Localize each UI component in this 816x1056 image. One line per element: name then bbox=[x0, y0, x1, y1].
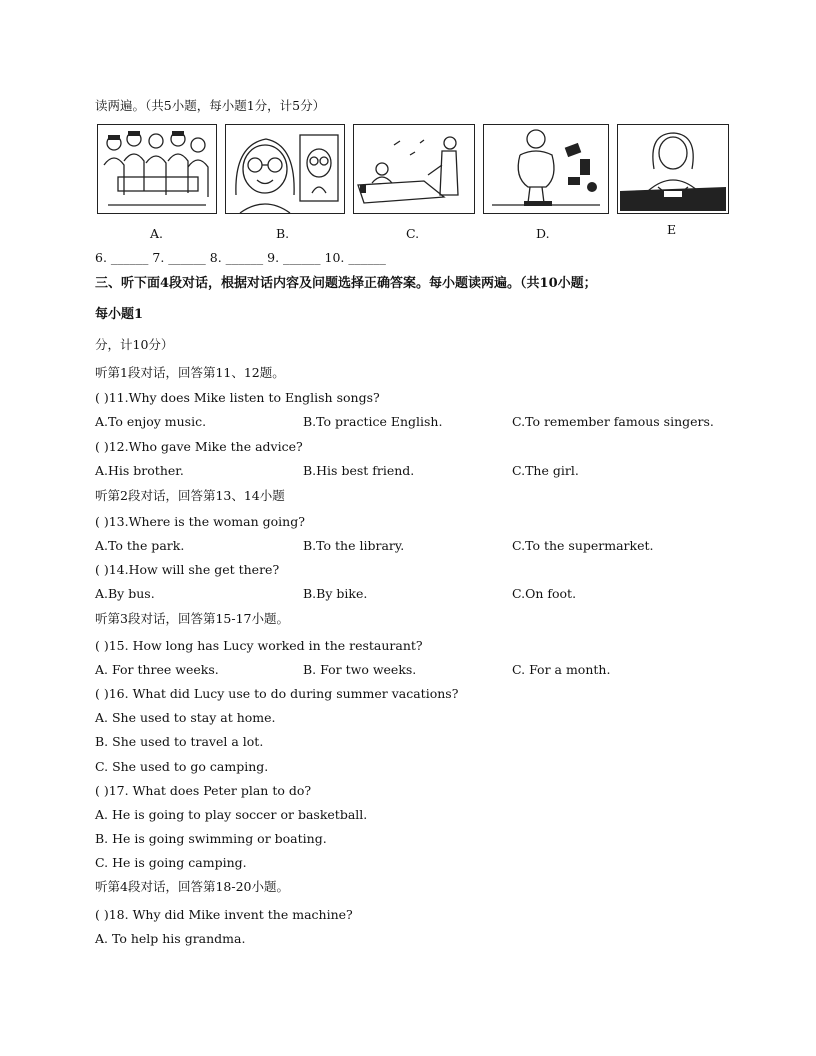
q12-option-c: C.The girl. bbox=[512, 463, 579, 478]
picture-c bbox=[353, 124, 475, 214]
picture-label-c: C. bbox=[406, 226, 420, 241]
q16-stem: ( )16. What did Lucy use to do during summer vacations? bbox=[95, 686, 459, 701]
answer-blanks: 6. ______ 7. ______ 8. ______ 9. ______ 10. ______ bbox=[95, 250, 386, 265]
picture-d bbox=[483, 124, 609, 214]
q14-stem: ( )14.How will she get there? bbox=[95, 562, 280, 577]
picture-label-e: E bbox=[667, 222, 677, 237]
q11-option-c: C.To remember famous singers. bbox=[512, 414, 714, 429]
q11-option-b: B.To practice English. bbox=[303, 414, 443, 429]
dialog1-intro: 听第1段对话，回答第11、12题。 bbox=[95, 365, 285, 380]
q11-stem: ( )11.Why does Mike listen to English songs? bbox=[95, 390, 380, 405]
picture-e bbox=[617, 124, 729, 214]
q17-stem: ( )17. What does Peter plan to do? bbox=[95, 783, 312, 798]
section3-heading-line2: 每小题1 bbox=[95, 307, 144, 322]
q15-option-a: A. For three weeks. bbox=[95, 662, 219, 677]
picture-row bbox=[97, 124, 729, 216]
q12-option-a: A.His brother. bbox=[95, 463, 184, 478]
q14-options bbox=[95, 586, 735, 602]
q13-option-b: B.To the library. bbox=[303, 538, 405, 553]
dialog4-intro: 听第4段对话，回答第18-20小题。 bbox=[95, 879, 289, 894]
picture-label-d: D. bbox=[536, 226, 550, 241]
group-of-people-icon bbox=[98, 125, 216, 213]
q13-stem: ( )13.Where is the woman going? bbox=[95, 514, 305, 529]
picture-label-a: A. bbox=[150, 226, 164, 241]
q13-option-a: A.To the park. bbox=[95, 538, 185, 553]
q18-stem: ( )18. Why did Mike invent the machine? bbox=[95, 907, 353, 922]
section2-intro: 读两遍。（共5小题，每小题1分，计5分） bbox=[95, 98, 326, 113]
q18-option-a: A. To help his grandma. bbox=[95, 931, 246, 946]
q17-option-c: C. He is going camping. bbox=[95, 855, 247, 870]
dialog2-intro: 听第2段对话，回答第13、14小题 bbox=[95, 488, 285, 503]
q11-option-a: A.To enjoy music. bbox=[95, 414, 207, 429]
q16-option-c: C. She used to go camping. bbox=[95, 759, 269, 774]
q15-option-c: C. For a month. bbox=[512, 662, 611, 677]
person-with-food-icon bbox=[484, 125, 608, 213]
q12-option-b: B.His best friend. bbox=[303, 463, 415, 478]
girl-with-glasses-icon bbox=[226, 125, 344, 213]
section3-heading-line1: 三、听下面4段对话，根据对话内容及问题选择正确答案。每小题读两遍。（共10小题； bbox=[95, 276, 597, 291]
q12-options bbox=[95, 463, 735, 479]
picture-label-b: B. bbox=[276, 226, 290, 241]
picture-a bbox=[97, 124, 217, 214]
q14-option-b: B.By bike. bbox=[303, 586, 368, 601]
section3-heading-line3: 分，计10分） bbox=[95, 337, 174, 352]
q13-option-c: C.To the supermarket. bbox=[512, 538, 654, 553]
q14-option-a: A.By bus. bbox=[95, 586, 155, 601]
picture-b bbox=[225, 124, 345, 214]
dialog3-intro: 听第3段对话，回答第15-17小题。 bbox=[95, 611, 289, 626]
q16-option-a: A. She used to stay at home. bbox=[95, 710, 276, 725]
girl-at-table-icon bbox=[618, 125, 728, 213]
q15-option-b: B. For two weeks. bbox=[303, 662, 417, 677]
q17-option-a: A. He is going to play soccer or basketball. bbox=[95, 807, 368, 822]
q15-options bbox=[95, 662, 735, 678]
q17-option-b: B. He is going swimming or boating. bbox=[95, 831, 327, 846]
q13-options bbox=[95, 538, 735, 554]
man-with-kettle-icon bbox=[354, 125, 474, 213]
q16-option-b: B. She used to travel a lot. bbox=[95, 734, 264, 749]
q11-options bbox=[95, 414, 735, 430]
q15-stem: ( )15. How long has Lucy worked in the restaurant? bbox=[95, 638, 423, 653]
q14-option-c: C.On foot. bbox=[512, 586, 577, 601]
q12-stem: ( )12.Who gave Mike the advice? bbox=[95, 439, 303, 454]
